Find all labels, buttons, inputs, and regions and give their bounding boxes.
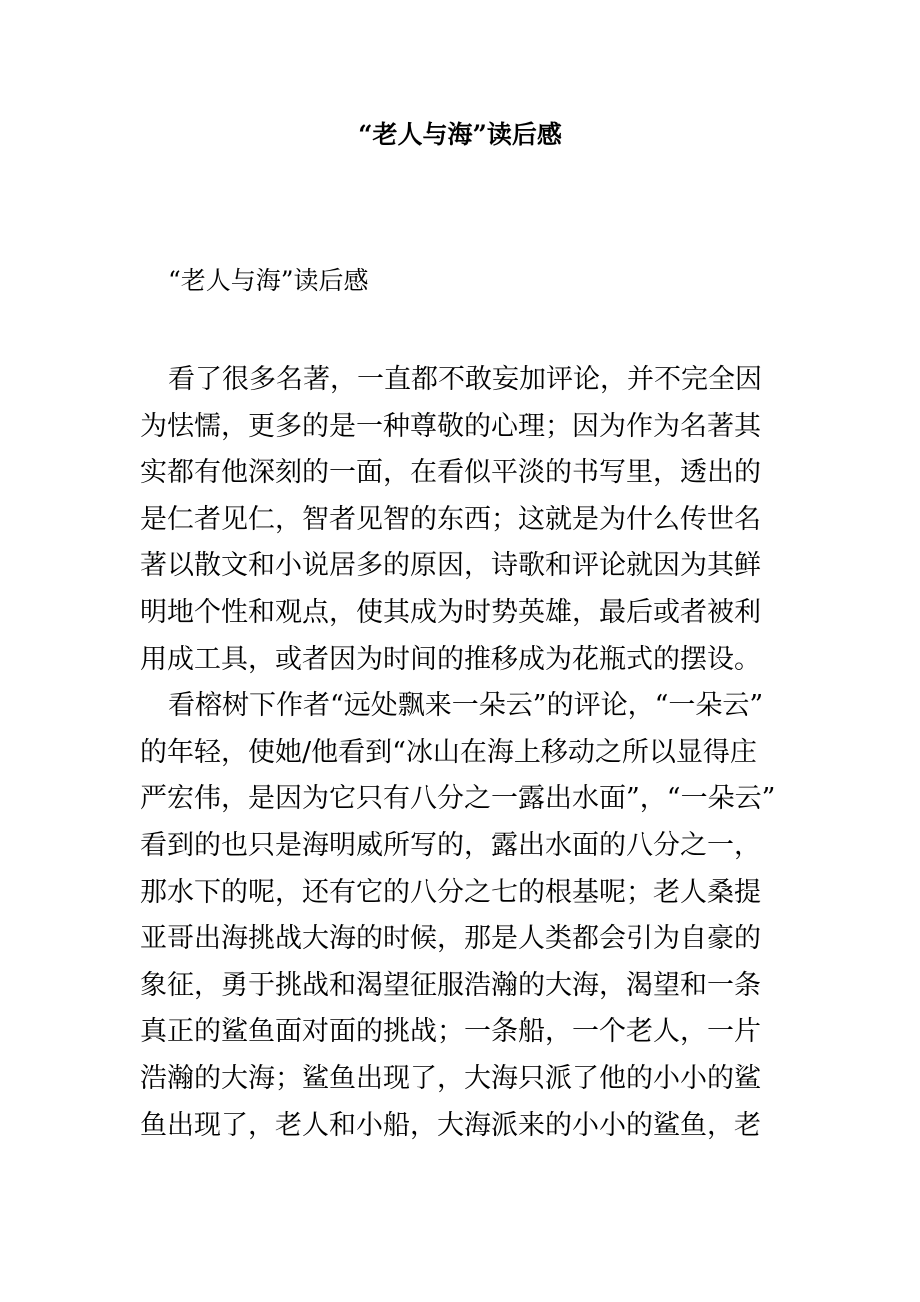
paragraph-1-line: 明地个性和观点，使其成为时势英雄，最后或者被利 bbox=[140, 596, 761, 628]
paragraph-2-line: 亚哥出海挑战大海的时候，那是人类都会引为自豪的 bbox=[140, 923, 761, 955]
paragraph-1-line: 是仁者见仁，智者见智的东西；这就是为什么传世名 bbox=[140, 503, 761, 535]
essay-body bbox=[140, 357, 784, 1149]
paragraph-1-line: 实都有他深刻的一面，在看似平淡的书写里，透出的 bbox=[140, 457, 761, 489]
paragraph-2-line: 看榕树下作者“远处飘来一朵云”的评论，“一朵云” bbox=[168, 690, 764, 722]
paragraph-2-line: 的年轻，使她/他看到“冰山在海上移动之所以显得庄 bbox=[140, 736, 757, 768]
paragraph-2-line: 鱼出现了，老人和小船，大海派来的小小的鲨鱼，老 bbox=[140, 1109, 761, 1141]
paragraph-1-line: 用成工具，或者因为时间的推移成为花瓶式的摆设。 bbox=[140, 643, 761, 675]
essay-subheading: “老人与海”读后感 bbox=[168, 266, 369, 295]
paragraph-2-line: 严宏伟，是因为它只有八分之一露出水面”，“一朵云” bbox=[140, 783, 776, 815]
paragraph-2-line: 象征，勇于挑战和渴望征服浩瀚的大海，渴望和一条 bbox=[140, 969, 761, 1001]
paragraph-2-line: 那水下的呢，还有它的八分之七的根基呢；老人桑提 bbox=[140, 876, 761, 908]
paragraph-2-line: 看到的也只是海明威所写的，露出水面的八分之一， bbox=[140, 829, 761, 861]
paragraph-1-line: 看了很多名著，一直都不敢妄加评论，并不完全因 bbox=[168, 364, 762, 395]
paragraph-1-line: 为怯懦，更多的是一种尊敬的心理；因为作为名著其 bbox=[140, 410, 761, 442]
paragraph-2-line: 真正的鲨鱼面对面的挑战；一条船，一个老人，一片 bbox=[140, 1016, 761, 1048]
paragraph-1-line: 著以散文和小说居多的原因，诗歌和评论就因为其鲜 bbox=[140, 550, 761, 582]
paragraph-2-line: 浩瀚的大海；鲨鱼出现了，大海只派了他的小小的鲨 bbox=[140, 1062, 761, 1094]
document-title: “老人与海”读后感 bbox=[358, 120, 562, 149]
